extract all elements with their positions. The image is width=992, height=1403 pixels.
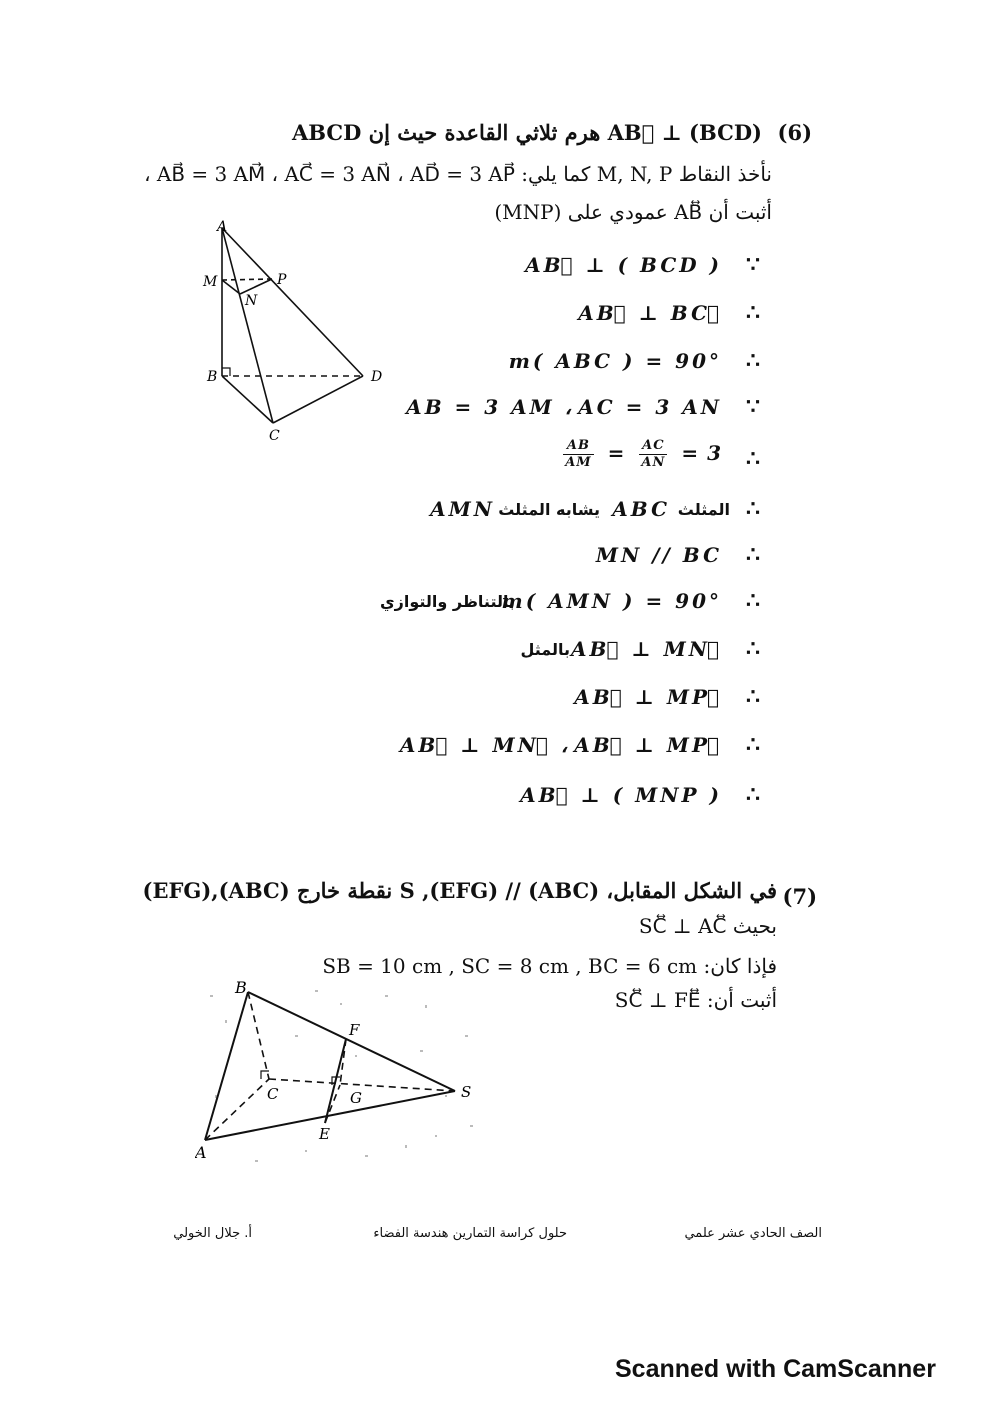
proof-step-5-ratio: ∴ $\frac{AB}{AM}$ = $\frac{AC}{AN}$ = 3 [565, 438, 760, 472]
label-f: F [349, 1021, 360, 1039]
edge-ba [205, 992, 248, 1140]
q6-number: (6) [777, 120, 812, 145]
footer-title: حلول كراسة التمارين هندسة الفضاء [373, 1226, 567, 1241]
q6-pyramid-figure [195, 218, 400, 448]
label-c: C [267, 1085, 279, 1103]
proof-step-1: ∵ AB⃡ ⊥ ( BCD ) [525, 252, 760, 278]
label-e: E [319, 1125, 330, 1143]
label-g: G [350, 1089, 362, 1107]
edge-cs-hidden [269, 1079, 455, 1091]
proof-step-4: ∵ AB = 3 AM ، AC = 3 AN [406, 394, 760, 420]
proof-step-6-similarity: ∴ المثلث ABC يشابه المثلث AMN [430, 496, 760, 522]
proof-step-2: ∴ AB⃡ ⊥ BC⃡ [578, 300, 760, 326]
label-b: B [235, 978, 247, 997]
q7-statement-line2: بحيث SC⃡ ⊥ AC⃡ [638, 914, 777, 938]
proof-step-12: ∴ AB⃡ ⊥ ( MNP ) [520, 782, 760, 808]
q7-figure [195, 975, 485, 1170]
ratio-ab-am: $\frac{AB}{AM}$ [565, 438, 592, 470]
proof-step-7: ∴ MN // BC [595, 542, 760, 568]
proof-step-9: ∴ AB⃡ ⊥ MN⃡ بالمثل [520, 636, 760, 662]
proof-step-3: ∴ m( ABC ) = 90° [508, 348, 760, 374]
edge-fe [325, 1039, 346, 1123]
edge-bc-hidden [248, 992, 269, 1079]
edge-as [205, 1091, 455, 1140]
label-n: N [245, 293, 258, 309]
q6-statement-line2: نأخذ النقاط M, N, P كما يلي: AB⃗ = 3 AM⃗ ، AC⃗ = 3 AN⃗ ، AD⃗ = 3 AP⃗ ، [144, 162, 772, 186]
label-d: D [371, 369, 383, 385]
edge-mp-hidden [222, 279, 272, 280]
q7-statement-line1: في الشكل المقابل، (ABC) // (EFG), S نقطة خارج (ABC),(EFG) [142, 878, 777, 903]
label-a: A [195, 1143, 207, 1162]
q7-number: (7) [782, 884, 817, 909]
footer-author: أ. جلال الخولي [173, 1226, 252, 1241]
label-c: C [269, 428, 280, 444]
edge-bc [222, 376, 273, 423]
q7-statement-line4: أثبت أن: SC⃡ ⊥ FE⃡ [614, 988, 777, 1012]
edge-ad [222, 228, 363, 376]
camscanner-watermark: Scanned with CamScanner [615, 1355, 936, 1383]
proof-step-10: ∴ AB⃡ ⊥ MP⃡ [574, 684, 760, 710]
q6-statement-line1: ABCD هرم ثلاثي القاعدة حيث إن AB⃡ ⊥ (BCD) [292, 120, 762, 145]
label-m: M [203, 274, 218, 290]
footer-grade: الصف الحادي عشر علمي [684, 1226, 822, 1241]
edge-cd [273, 376, 363, 423]
right-angle-mark [222, 368, 230, 376]
label-p: P [277, 272, 287, 288]
edge-ac [222, 228, 273, 423]
edge-bs [248, 992, 455, 1091]
q6-statement-line3: أثبت أن AB⃡ عمودي على (MNP) [494, 200, 772, 224]
label-s: S [461, 1083, 472, 1101]
edge-np [240, 279, 272, 294]
ratio-ac-an: $\frac{AC}{AN}$ [641, 438, 666, 470]
q7-statement-line3: فإذا كان: SB = 10 cm , SC = 8 cm , BC = 6 cm [322, 954, 777, 978]
proof-step-11: ∴ AB⃡ ⊥ MN⃡ ، AB⃡ ⊥ MP⃡ [399, 732, 760, 758]
label-a: A [217, 219, 228, 235]
label-b: B [207, 369, 218, 385]
proof-step-8: ∴ m( AMN ) = 90° بالتناظر والتوازي [379, 588, 760, 614]
